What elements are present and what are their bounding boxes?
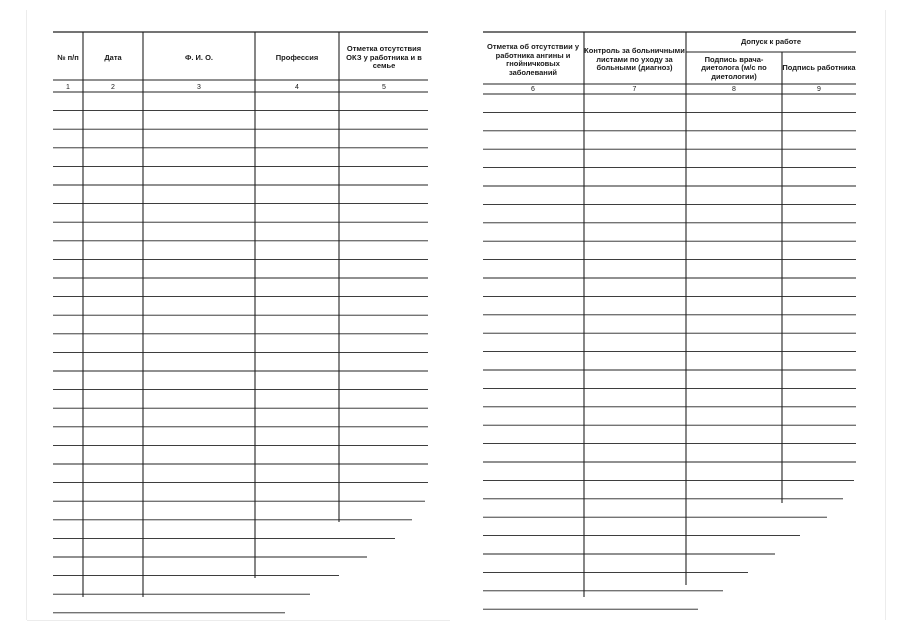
header-worker-signature: Подпись работника [782,63,856,73]
column-number-5: 5 [382,84,386,91]
left-grid [27,10,450,620]
column-number-1: 1 [66,84,70,91]
column-number-3: 3 [197,84,201,91]
right-grid [455,10,885,620]
column-number-4: 4 [295,84,299,91]
header-full-name: Ф. И. О. [184,52,214,62]
header-row-number: № п/п [57,52,79,62]
column-number-8: 8 [732,86,736,93]
header-sick-leave-control: Контроль за больничными листами по уходу за больными (диагноз) [584,46,685,73]
header-profession: Профессия [275,52,319,62]
header-work-admission: Допуск к работе [741,36,801,46]
column-number-9: 9 [817,86,821,93]
column-number-6: 6 [531,86,535,93]
journal-left-page [27,10,450,620]
header-date: Дата [104,52,122,62]
column-number-2: 2 [111,84,115,91]
column-number-7: 7 [632,86,637,93]
journal-right-page [455,10,885,620]
header-angina-absence: Отметка об отсутствии у работника ангины и гнойничковых заболеваний [486,42,579,77]
header-okz-absence: Отметка отсутствия ОКЗ у работника и в семье [346,44,422,71]
header-dietitian-signature: Подпись врача-диетолога (м/с по диетологии) [701,54,767,81]
